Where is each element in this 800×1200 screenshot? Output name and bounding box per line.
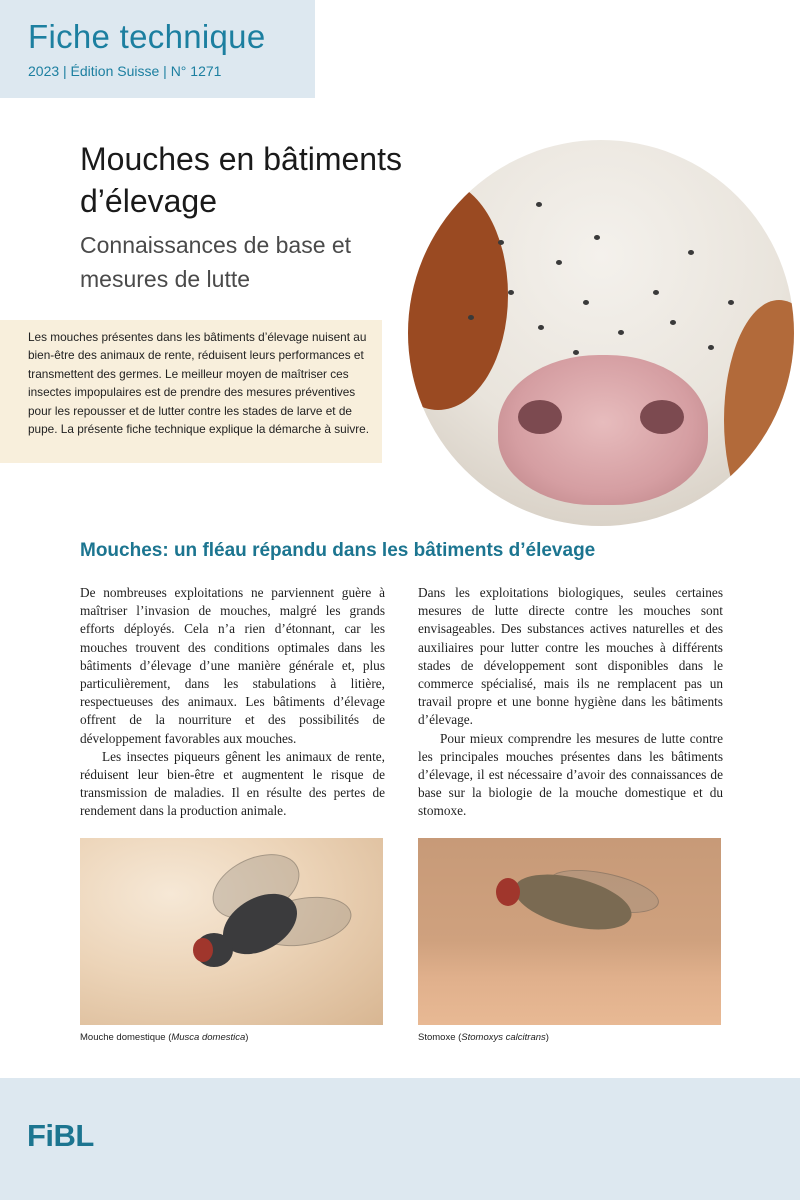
fly-dot bbox=[498, 240, 504, 245]
house-fly-photo bbox=[80, 838, 383, 1025]
fly-dot bbox=[536, 202, 542, 207]
text-column-right bbox=[418, 584, 723, 821]
document-subtitle: Connaissances de base et mesures de lutte bbox=[80, 232, 352, 292]
cow-nose-photo bbox=[408, 140, 794, 526]
paragraph: Les insectes piqueurs gênent les animaux de rente, réduisent leur bien-être et augmentent le risque de transmission de maladies. Il en résulte des pertes de rendement dans la production animale. bbox=[80, 748, 385, 819]
caption-text: Mouche domestique ( bbox=[80, 1032, 172, 1043]
fly-eye bbox=[193, 938, 213, 962]
caption-latin-name: Stomoxys calcitrans bbox=[461, 1032, 546, 1043]
caption-text: ) bbox=[545, 1032, 549, 1043]
fly-dot bbox=[508, 290, 514, 295]
footer-band bbox=[0, 1078, 800, 1200]
caption-text: ) bbox=[245, 1032, 249, 1043]
fly-dot bbox=[538, 325, 544, 330]
fly-eye bbox=[496, 878, 520, 906]
fly-dot bbox=[468, 315, 474, 320]
fly-dot bbox=[618, 330, 624, 335]
fibl-logo: FiBL bbox=[27, 1118, 94, 1153]
paragraph: Dans les exploitations biologiques, seules certaines mesures de lutte directe contre les mouches sont envisageables. Des substances actives naturelles et des auxiliaires pour lutter contre les mouches à différents stades de développement sont disponibles dans le commerce spécialisé, mais ils ne remplacent pas un travail propre et une bonne hygiène dans les bâtiments d’élevage. bbox=[418, 585, 723, 728]
fly-dot bbox=[708, 345, 714, 350]
lead-text: Les mouches présentes dans les bâtiments d’élevage nuisent au bien-être des animaux de rente, réduisent leurs performances et transmettent des germes. Le meilleur moyen de maîtriser ces insectes impopulaires est de prendre des mesures préventives pour les repousser et de lutter contre les stades de larve et de pupe. La présente fiche technique explique la démarche à suivre. bbox=[28, 330, 370, 437]
caption-text: Stomoxe ( bbox=[418, 1032, 462, 1043]
fly-dot bbox=[653, 290, 659, 295]
fly-dot bbox=[594, 235, 600, 240]
fly-dot bbox=[573, 350, 579, 355]
caption-stable-fly bbox=[418, 1032, 721, 1043]
fly-dot bbox=[688, 250, 694, 255]
fly-dot bbox=[556, 260, 562, 265]
fly-dot bbox=[728, 300, 734, 305]
paragraph: Pour mieux comprendre les mesures de lutte contre les principales mouches présentes dans les bâtiments d’élevage, il est nécessaire d’avoir des connaissances de base sur la biologie de la mouche domestique et du stomoxe. bbox=[418, 730, 723, 819]
caption-latin-name: Musca domestica bbox=[171, 1032, 246, 1043]
fly-dot bbox=[583, 300, 589, 305]
stable-fly-photo bbox=[418, 838, 721, 1025]
cow-brown-patch-left bbox=[408, 180, 508, 410]
cow-brown-patch-right bbox=[724, 300, 794, 526]
header-title: Fiche technique bbox=[28, 18, 266, 55]
cow-nostril-left bbox=[518, 400, 562, 434]
paragraph: De nombreuses exploitations ne parviennent guère à maîtriser l’invasion de mouches, malgré les grands efforts déployés. Cela n’a rien d’étonnant, car les mouches trouvent des conditions optimales dans les bâtiments d’élevage d’une manière générale et, plus particulièrement, dans les stabulations à litière, respectueuses des animaux. Les bâtiments d’élevage offrent de la nourriture et des possibilités de développement favorables aux mouches. bbox=[80, 585, 385, 746]
text-column-left bbox=[80, 584, 385, 821]
header-subtitle: 2023 | Édition Suisse | N° 1271 bbox=[28, 63, 222, 79]
caption-house-fly bbox=[80, 1032, 383, 1043]
cow-nostril-right bbox=[640, 400, 684, 434]
section-title: Mouches: un fléau répandu dans les bâtiments d’élevage bbox=[80, 540, 596, 561]
fly-dot bbox=[670, 320, 676, 325]
document-title: Mouches en bâtiments d’élevage bbox=[80, 141, 402, 219]
